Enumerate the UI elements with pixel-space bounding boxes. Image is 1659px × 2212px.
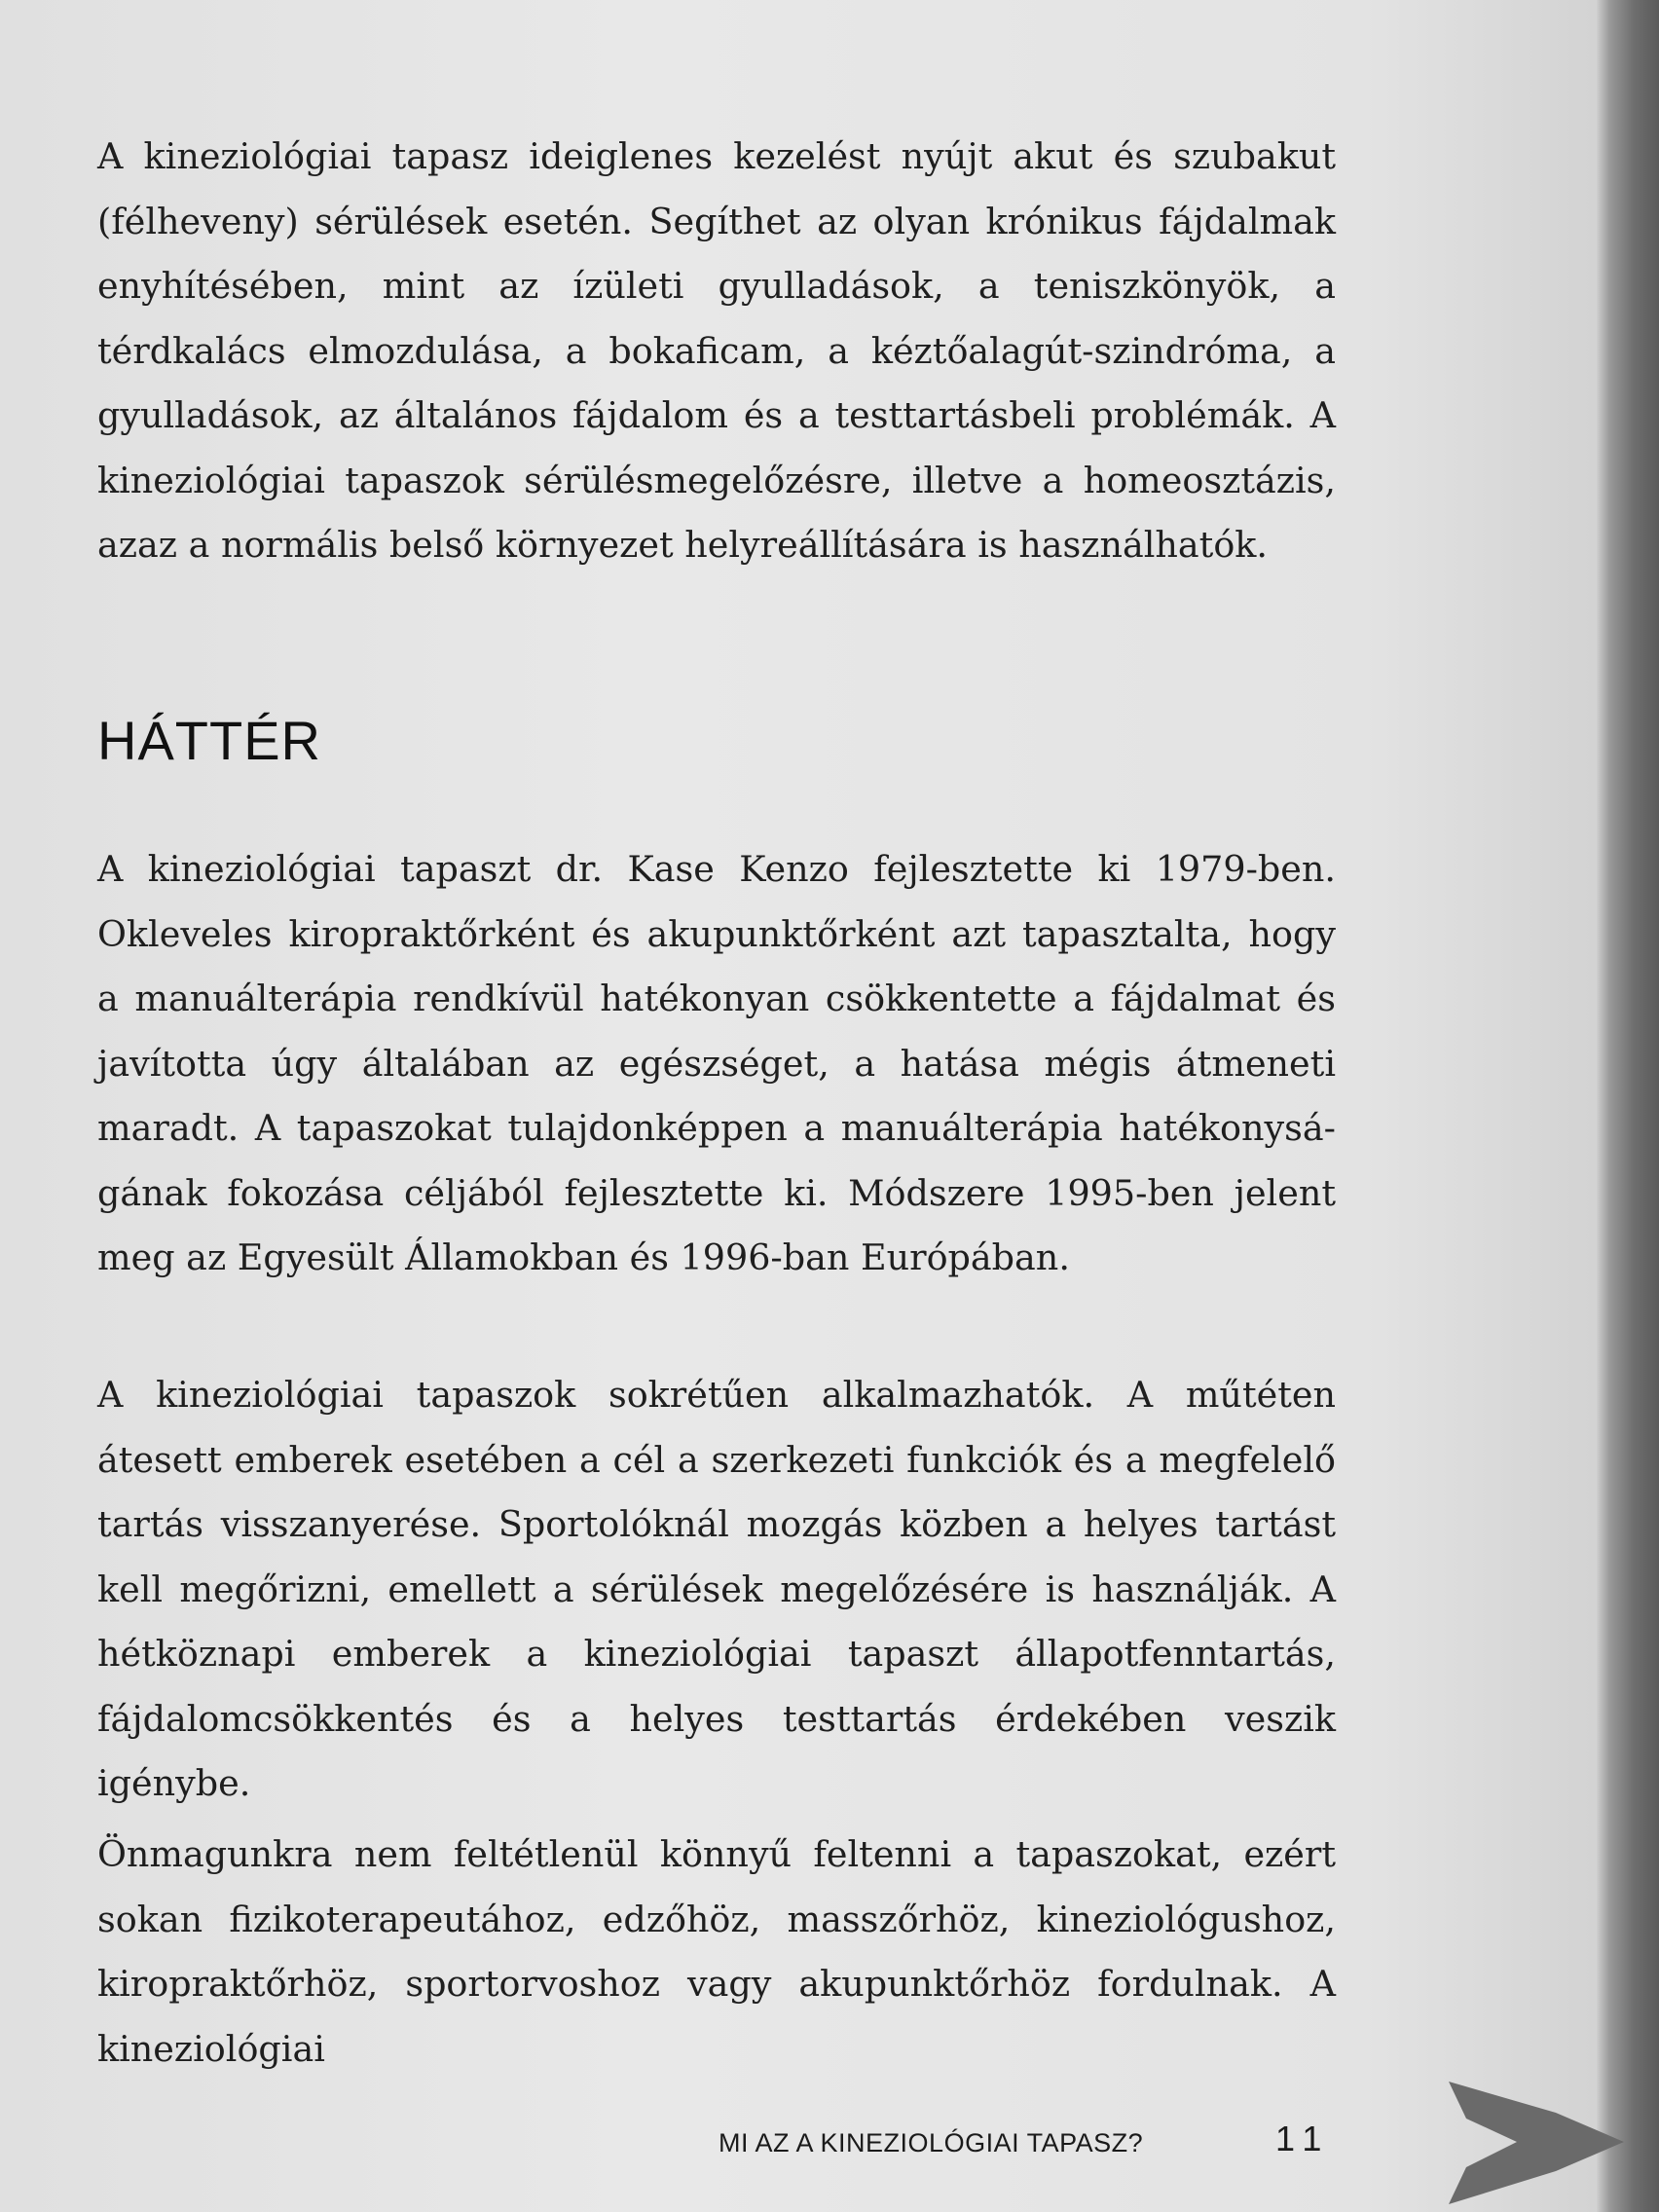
paragraph-application: Önmagunkra nem feltétlenül könnyű feltenni a tapaszokat, ezért sokan fizikoterapeutához, edzőhöz, masszőrhöz, kineziológushoz, kiropraktőrhöz, sportorvoshoz vagy akupunktőrhöz fordulnak. A kineziológiai [97, 1833, 1336, 2070]
paragraph-history: A kineziológiai tapaszt dr. Kase Kenzo fejlesztette ki 1979-ben. Okleveles kiropraktőrként és akupunktőrként azt tapasztalta, hogy a manuálterápia rendkívül hatékonyan csökkentette a fájdalmat és javította úgy általában az egészséget, a hatása mégis átmeneti maradt. A tapaszokat tulajdonképpen a manuálterápia hatékonyságának fokozása céljából fejlesztette ki. Módszere 1995-ben jelent meg az Egyesült Államokban és 1996-ban Európában. [97, 848, 1336, 1278]
paragraph-uses: A kineziológiai tapaszok sokrétűen alkalmazhatók. A műtéten átesett emberek esetében a cél a szerkezeti funkciók és a megfelelő tartás visszanyerése. Sportolóknál mozgás közben a helyes tartást kell megőrizni, emellett a sérülések megelőzésére is használják. A hétköznapi emberek a kineziológiai tapaszt állapotfenntartás, fájdalomcsökkentés és a helyes testtartás érdekében veszik igénybe. [97, 1374, 1336, 1804]
page-edge-shadow [1597, 0, 1659, 2212]
section-heading: HÁTTÉR [97, 710, 321, 771]
chapter-tab-marker [1439, 2074, 1624, 2212]
paragraph-intro: A kineziológiai tapasz ideiglenes kezelést nyújt akut és szubakut (félheveny) sérülések esetén. Segíthet az olyan krónikus fájdalmak enyhítésében, mint az ízületi gyulladások, a teniszkönyök, a térdkalács elmozdulása, a bokaficam, a kéztőalagút-szindróma, a gyulladások, az általános fájdalom és a testtartásbeli problémák. A kineziológiai tapaszok sérülésmegelőzésre, illetve a homeosztázis, azaz a normális belső környezet helyreállítására is használhatók. [97, 135, 1336, 566]
running-footer-title: MI AZ A KINEZIOLÓGIAI TAPASZ? [719, 2128, 1144, 2157]
page-number: 11 [1275, 2119, 1332, 2158]
